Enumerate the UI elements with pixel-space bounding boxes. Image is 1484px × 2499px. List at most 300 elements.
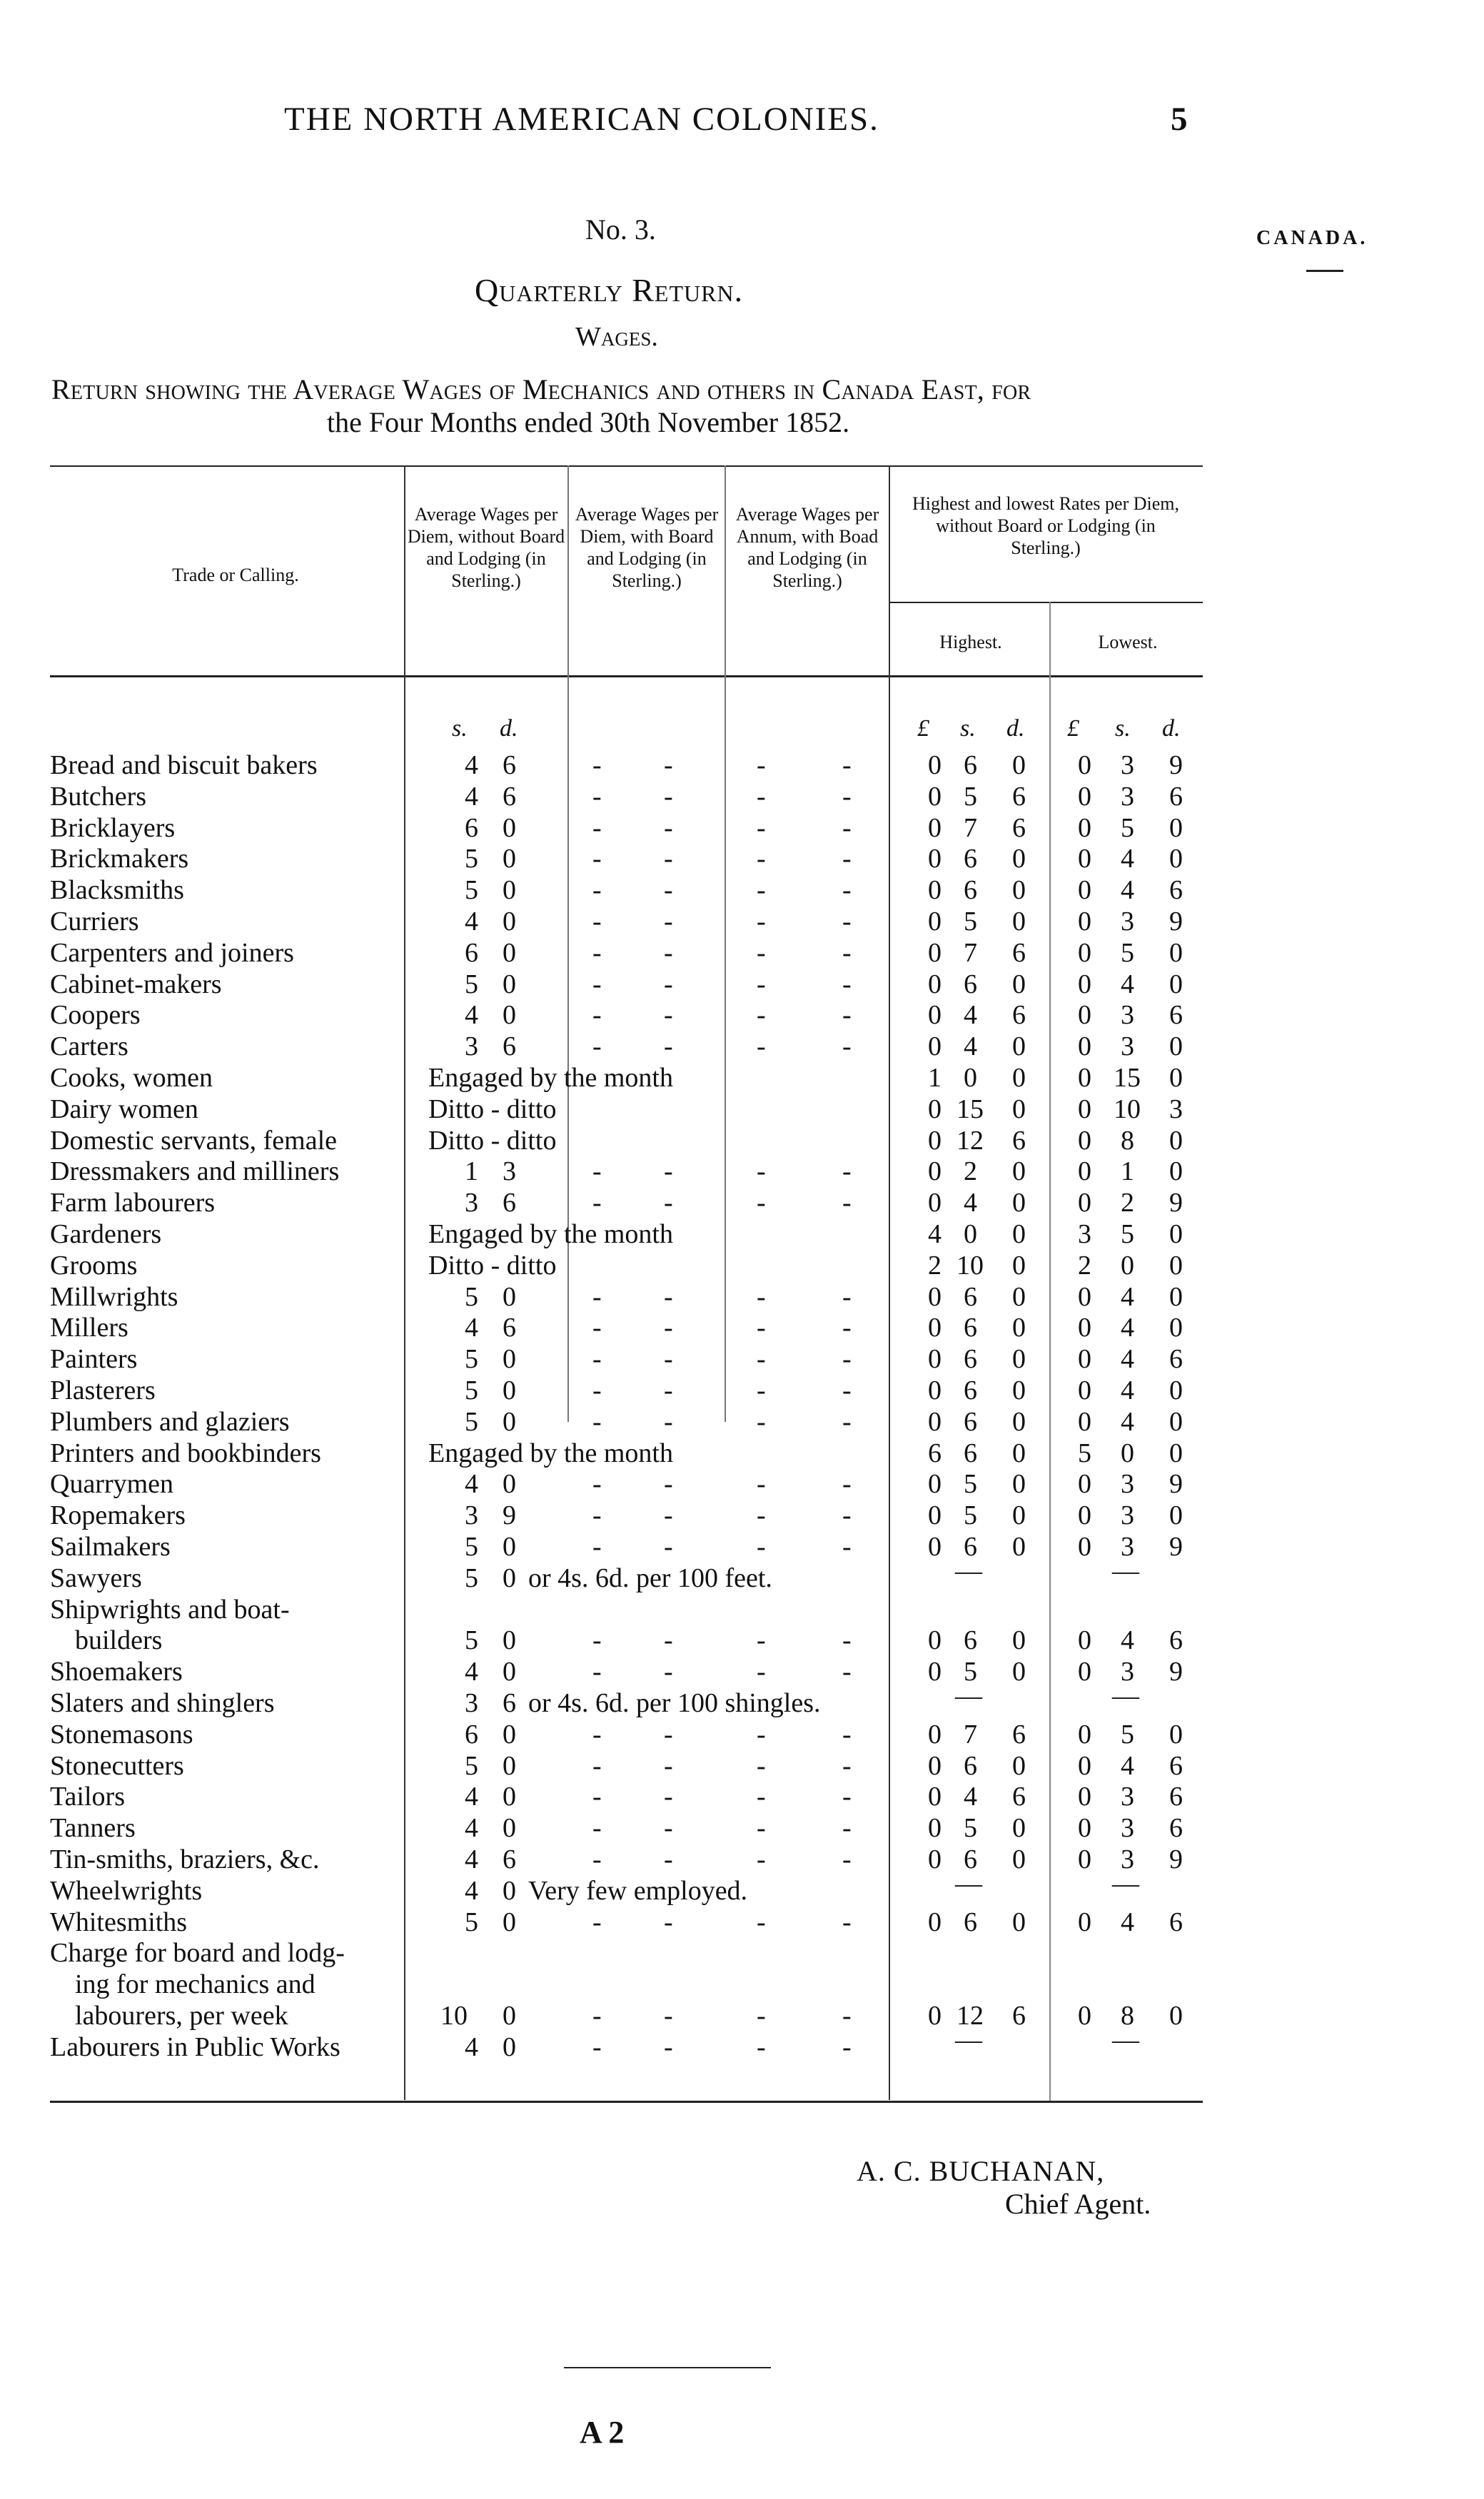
row-wage-pence: 0 — [503, 1750, 516, 1781]
row-dash-col2b: - — [664, 1031, 673, 1062]
row-dash-col3: - — [757, 1031, 766, 1062]
row-dash-col3: - — [757, 750, 766, 780]
row-lowest-value: 0 — [1078, 1907, 1091, 1937]
row-highest-dash: — — [955, 1555, 982, 1586]
unit-s: s. — [452, 715, 468, 742]
row-highest-value: 0 — [1012, 1813, 1026, 1844]
row-dash-col2b: - — [664, 1000, 673, 1031]
row-dash-col2: - — [592, 812, 602, 843]
running-title: THE NORTH AMERICAN COLONIES. — [284, 101, 879, 138]
row-highest-value: 0 — [928, 1532, 942, 1562]
row-dash-col2: - — [592, 1844, 602, 1874]
row-highest-dash: — — [955, 1681, 982, 1711]
row-highest-value: 0 — [928, 1031, 942, 1062]
row-dash-col2b: - — [664, 1375, 673, 1405]
row-lowest-dash: — — [1112, 1555, 1139, 1586]
row-wage-shillings: 3 — [465, 1688, 478, 1718]
row-lowest-value: 0 — [1169, 1281, 1183, 1312]
row-lowest-value: 0 — [1078, 750, 1091, 780]
row-dash-col2b: - — [664, 1844, 673, 1874]
row-lowest-value: 5 — [1121, 937, 1134, 968]
row-lowest-value: 4 — [1121, 1907, 1134, 1937]
row-lowest-value: 0 — [1169, 844, 1183, 874]
row-lowest-value: 0 — [1078, 1188, 1091, 1218]
row-highest-value: 0 — [928, 1125, 942, 1156]
row-lowest-dash: — — [1112, 2024, 1139, 2055]
row-lowest-value: 8 — [1121, 1125, 1134, 1156]
row-wage-pence: 9 — [503, 1500, 516, 1531]
row-wage-shillings: 6 — [465, 812, 478, 843]
row-wage-shillings: 5 — [465, 875, 478, 906]
row-lowest-value: 3 — [1121, 1031, 1134, 1062]
row-wage-pence: 6 — [503, 1688, 516, 1718]
header-col4: Highest and lowest Rates per Diem, without Board or Lodging (in Sterling.) — [912, 493, 1180, 558]
row-trade-name: Tailors — [50, 1782, 125, 1812]
subheader-rule — [889, 602, 1203, 603]
row-wage-pence: 0 — [503, 875, 516, 906]
row-wage-shillings: 5 — [465, 844, 478, 874]
row-lowest-value: 2 — [1078, 1250, 1091, 1281]
row-highest-value: 15 — [956, 1094, 984, 1124]
row-dash-col3b: - — [842, 781, 852, 812]
row-lowest-value: 0 — [1078, 1469, 1091, 1500]
header-col1: Average Wages per Diem, without Board and Lodging (in Sterling.) — [407, 504, 565, 591]
row-lowest-value: 0 — [1169, 1500, 1183, 1531]
table-top-rule — [50, 465, 1203, 467]
row-lowest-value: 4 — [1121, 844, 1134, 874]
row-dash-col3: - — [757, 1750, 766, 1781]
row-dash-col2b: - — [664, 1907, 673, 1937]
row-highest-value: 6 — [1012, 812, 1026, 843]
row-dash-col2: - — [592, 1188, 602, 1218]
row-lowest-value: 0 — [1078, 812, 1091, 843]
row-wage-shillings: 3 — [465, 1500, 478, 1531]
row-highest-value: 0 — [1012, 1344, 1026, 1375]
row-lowest-value: 0 — [1078, 1375, 1091, 1405]
row-trade-name: Butchers — [50, 781, 147, 812]
row-wage-shillings: 4 — [465, 750, 478, 780]
row-dash-col3b: - — [842, 1469, 852, 1500]
row-lowest-value: 0 — [1078, 1625, 1091, 1656]
row-lowest-value: 0 — [1169, 1031, 1183, 1062]
row-lowest-value: 0 — [1169, 1156, 1183, 1187]
row-dash-col3: - — [757, 1813, 766, 1844]
row-highest-dash: — — [955, 2024, 982, 2055]
row-highest-value: 0 — [928, 1281, 942, 1312]
row-dash-col2: - — [592, 1625, 602, 1656]
row-lowest-value: 3 — [1121, 1782, 1134, 1812]
description-line-1: Return showing the Average Wages of Mechanics and others in Canada East, for — [51, 373, 1031, 405]
row-lowest-value: 3 — [1121, 750, 1134, 780]
row-highest-value: 0 — [1012, 1907, 1026, 1937]
page-number: 5 — [1171, 101, 1188, 138]
row-lowest-value: 9 — [1169, 1469, 1183, 1500]
row-wage-shillings: 4 — [465, 1000, 478, 1031]
row-dash-col3b: - — [842, 1657, 852, 1687]
row-wage-pence: 0 — [503, 1719, 516, 1750]
row-lowest-value: 9 — [1169, 1844, 1183, 1874]
row-highest-value: 0 — [1012, 907, 1026, 937]
row-trade-name: Shoemakers — [50, 1657, 183, 1687]
row-highest-value: 0 — [928, 1719, 942, 1750]
row-highest-value: 12 — [956, 1125, 984, 1156]
row-lowest-value: 0 — [1169, 1406, 1183, 1437]
row-dash-col3: - — [757, 1532, 766, 1562]
signature-name: A. C. BUCHANAN, — [857, 2155, 1105, 2187]
row-lowest-value: 9 — [1169, 907, 1183, 937]
row-highest-value: 7 — [964, 937, 977, 968]
column-divider-4 — [889, 465, 890, 2100]
row-lowest-value: 5 — [1078, 1438, 1091, 1468]
row-highest-value: 4 — [964, 1782, 977, 1812]
row-dash-col3b: - — [842, 937, 852, 968]
row-dash-col2b: - — [664, 1281, 673, 1312]
row-dash-col3: - — [757, 844, 766, 874]
row-trade-name: labourers, per week — [75, 2001, 288, 2031]
row-dash-col2: - — [592, 2031, 602, 2062]
row-trade-name: Carpenters and joiners — [50, 937, 294, 968]
row-highest-value: 0 — [928, 969, 942, 999]
row-trade-name: Bread and biscuit bakers — [50, 750, 318, 780]
row-dash-col2b: - — [664, 2031, 673, 2062]
row-highest-value: 0 — [1012, 1063, 1026, 1093]
row-wage-shillings: 5 — [465, 1625, 478, 1656]
row-trade-name: Blacksmiths — [50, 875, 184, 906]
row-trade-name: Tanners — [50, 1813, 136, 1844]
row-wage-shillings: 4 — [465, 781, 478, 812]
row-dash-col2: - — [592, 1156, 602, 1187]
margin-note-rule — [1306, 270, 1343, 272]
row-trade-name: Ropemakers — [50, 1500, 186, 1531]
row-wage-shillings: 4 — [465, 1313, 478, 1343]
row-highest-value: 0 — [1012, 1625, 1026, 1656]
row-trade-name: Grooms — [50, 1250, 138, 1281]
row-trade-name: Cooks, women — [50, 1063, 213, 1093]
row-highest-value: 0 — [1012, 1438, 1026, 1468]
row-highest-value: 2 — [928, 1250, 942, 1281]
row-wage-shillings: 3 — [465, 1031, 478, 1062]
row-dash-col2: - — [592, 1375, 602, 1405]
row-highest-value: 0 — [928, 750, 942, 780]
row-highest-value: 6 — [964, 1406, 977, 1437]
row-wage-shillings: 5 — [465, 1562, 478, 1593]
row-dash-col3b: - — [842, 2001, 852, 2031]
row-lowest-value: 6 — [1169, 1625, 1183, 1656]
row-dash-col3: - — [757, 2001, 766, 2031]
row-trade-name: Dairy women — [50, 1094, 198, 1124]
row-trade-name: Coopers — [50, 1000, 141, 1031]
row-dash-col3b: - — [842, 1406, 852, 1437]
row-highest-value: 0 — [928, 1188, 942, 1218]
row-lowest-value: 0 — [1078, 1156, 1091, 1187]
row-wage-pence: 0 — [503, 2001, 516, 2031]
row-trade-name: Millwrights — [50, 1281, 178, 1312]
row-dash-col3: - — [757, 1281, 766, 1312]
header-lowest: Lowest. — [1098, 632, 1158, 652]
row-dash-col2b: - — [664, 1156, 673, 1187]
row-lowest-value: 0 — [1078, 1125, 1091, 1156]
row-dash-col2b: - — [664, 1406, 673, 1437]
row-wage-pence: 0 — [503, 1875, 516, 1906]
row-lowest-value: 0 — [1121, 1250, 1134, 1281]
row-dash-col2: - — [592, 969, 602, 999]
row-dash-col2: - — [592, 1000, 602, 1031]
return-number: No. 3. — [585, 213, 656, 246]
row-lowest-value: 0 — [1078, 875, 1091, 906]
row-wage-shillings: 6 — [465, 1719, 478, 1750]
row-highest-value: 12 — [956, 2001, 984, 2031]
row-wage-pence: 0 — [503, 1375, 516, 1405]
row-dash-col2b: - — [664, 750, 673, 780]
row-highest-value: 0 — [928, 1750, 942, 1781]
row-lowest-value: 1 — [1121, 1156, 1134, 1187]
row-highest-value: 5 — [964, 781, 977, 812]
row-dash-col2b: - — [664, 1657, 673, 1687]
row-trade-name: Farm labourers — [50, 1188, 216, 1218]
row-lowest-value: 0 — [1169, 1125, 1183, 1156]
row-lowest-value: 3 — [1121, 1844, 1134, 1874]
row-highest-value: 0 — [928, 1313, 942, 1343]
row-dash-col3: - — [757, 875, 766, 906]
row-dash-col3b: - — [842, 844, 852, 874]
row-lowest-value: 10 — [1114, 1094, 1141, 1124]
row-lowest-value: 6 — [1169, 781, 1183, 812]
row-dash-col2b: - — [664, 969, 673, 999]
row-dash-col2b: - — [664, 1500, 673, 1531]
row-lowest-value: 4 — [1121, 1313, 1134, 1343]
row-dash-col3b: - — [842, 1344, 852, 1375]
row-lowest-value: 6 — [1169, 1750, 1183, 1781]
row-lowest-value: 3 — [1121, 1000, 1134, 1031]
row-wage-shillings: 4 — [465, 1844, 478, 1874]
row-highest-value: 6 — [1012, 1000, 1026, 1031]
row-wage-pence: 0 — [503, 2031, 516, 2062]
row-lowest-value: 15 — [1114, 1063, 1141, 1093]
row-lowest-value: 5 — [1121, 1719, 1134, 1750]
row-highest-value: 0 — [964, 1063, 977, 1093]
row-lowest-value: 0 — [1078, 907, 1091, 937]
row-highest-value: 0 — [1012, 1313, 1026, 1343]
row-lowest-value: 4 — [1121, 1344, 1134, 1375]
row-highest-value: 0 — [928, 1375, 942, 1405]
row-lowest-value: 0 — [1169, 1719, 1183, 1750]
row-dash-col3b: - — [842, 907, 852, 937]
row-highest-value: 6 — [964, 1532, 977, 1562]
row-dash-col2: - — [592, 1750, 602, 1781]
row-wage-pence: 6 — [503, 1313, 516, 1343]
unit-pound-h: £ — [917, 715, 929, 742]
row-wage-pence: 6 — [503, 781, 516, 812]
row-highest-value: 6 — [964, 1750, 977, 1781]
row-dash-col2: - — [592, 1532, 602, 1562]
header-trade: Trade or Calling. — [172, 565, 299, 585]
row-highest-value: 0 — [1012, 750, 1026, 780]
row-wage-shillings: 5 — [465, 1750, 478, 1781]
row-highest-value: 0 — [928, 1657, 942, 1687]
row-dash-col2b: - — [664, 875, 673, 906]
row-wage-shillings: 4 — [465, 1657, 478, 1687]
row-dash-col3: - — [757, 1500, 766, 1531]
row-highest-value: 6 — [1012, 1719, 1026, 1750]
row-highest-value: 0 — [928, 937, 942, 968]
row-trade-name: Carters — [50, 1031, 128, 1062]
row-lowest-value: 0 — [1078, 1657, 1091, 1687]
row-dash-col3: - — [757, 907, 766, 937]
row-highest-value: 0 — [1012, 844, 1026, 874]
row-dash-col2: - — [592, 1469, 602, 1500]
row-wage-pence: 6 — [503, 1844, 516, 1874]
row-dash-col2: - — [592, 2001, 602, 2031]
row-dash-col2b: - — [664, 1313, 673, 1343]
row-extra-note: or 4s. 6d. per 100 shingles. — [528, 1688, 821, 1718]
row-dash-col3: - — [757, 2031, 766, 2062]
row-highest-value: 6 — [964, 969, 977, 999]
row-highest-value: 6 — [1012, 781, 1026, 812]
row-wage-pence: 0 — [503, 1657, 516, 1687]
row-highest-value: 0 — [1012, 875, 1026, 906]
row-lowest-value: 3 — [1121, 1657, 1134, 1687]
row-dash-col2b: - — [664, 812, 673, 843]
row-highest-value: 6 — [964, 1844, 977, 1874]
row-dash-col3: - — [757, 1657, 766, 1687]
row-dash-col2b: - — [664, 781, 673, 812]
row-dash-col2b: - — [664, 1782, 673, 1812]
row-dash-col2: - — [592, 907, 602, 937]
row-lowest-value: 9 — [1169, 750, 1183, 780]
row-highest-value: 6 — [964, 1375, 977, 1405]
row-lowest-value: 0 — [1169, 1438, 1183, 1468]
row-lowest-value: 4 — [1121, 1281, 1134, 1312]
row-dash-col3: - — [757, 1782, 766, 1812]
row-lowest-value: 0 — [1169, 1063, 1183, 1093]
row-dash-col3: - — [757, 1313, 766, 1343]
row-trade-name: Quarrymen — [50, 1469, 174, 1500]
row-highest-value: 10 — [956, 1250, 984, 1281]
row-lowest-value: 0 — [1078, 2001, 1091, 2031]
row-highest-value: 0 — [1012, 1188, 1026, 1218]
row-trade-name: Gardeners — [50, 1219, 162, 1249]
row-dash-col3b: - — [842, 812, 852, 843]
row-lowest-value: 0 — [1169, 1375, 1183, 1405]
row-lowest-value: 0 — [1169, 1219, 1183, 1249]
header-highest: Highest. — [939, 632, 1002, 652]
row-dash-col3: - — [757, 1344, 766, 1375]
row-wage-pence: 0 — [503, 937, 516, 968]
row-dash-col2: - — [592, 750, 602, 780]
row-dash-col3b: - — [842, 1000, 852, 1031]
row-note: Ditto - ditto — [428, 1250, 557, 1281]
row-trade-name: Whitesmiths — [50, 1907, 188, 1937]
table-bottom-rule — [50, 2101, 1203, 2103]
row-highest-value: 4 — [928, 1219, 942, 1249]
unit-d: d. — [500, 715, 518, 742]
row-highest-value: 6 — [964, 1281, 977, 1312]
row-wage-pence: 0 — [503, 1813, 516, 1844]
row-dash-col2: - — [592, 1813, 602, 1844]
row-lowest-value: 6 — [1169, 1782, 1183, 1812]
subject-title: Wages. — [575, 322, 658, 352]
unit-d-l: d. — [1162, 715, 1181, 742]
row-lowest-value: 0 — [1078, 1500, 1091, 1531]
row-dash-col2: - — [592, 1313, 602, 1343]
row-wage-shillings: 5 — [465, 1532, 478, 1562]
row-dash-col2: - — [592, 1782, 602, 1812]
row-note: Engaged by the month — [428, 1063, 673, 1093]
row-lowest-value: 3 — [1121, 1532, 1134, 1562]
row-highest-value: 5 — [964, 907, 977, 937]
row-highest-value: 5 — [964, 1469, 977, 1500]
row-wage-pence: 3 — [503, 1156, 516, 1187]
row-highest-value: 0 — [928, 1000, 942, 1031]
row-dash-col2: - — [592, 1406, 602, 1437]
row-wage-shillings: 4 — [465, 1875, 478, 1906]
row-trade-name: Domestic servants, female — [50, 1125, 338, 1156]
row-wage-shillings: 5 — [465, 1375, 478, 1405]
row-highest-value: 6 — [964, 750, 977, 780]
row-lowest-value: 0 — [1169, 1250, 1183, 1281]
row-lowest-value: 6 — [1169, 875, 1183, 906]
row-lowest-value: 0 — [1078, 1782, 1091, 1812]
row-dash-col3b: - — [842, 1156, 852, 1187]
row-highest-dash: — — [955, 1868, 982, 1899]
row-wage-pence: 6 — [503, 1031, 516, 1062]
row-trade-name: Dressmakers and milliners — [50, 1156, 340, 1187]
row-dash-col2: - — [592, 1657, 602, 1687]
row-dash-col3b: - — [842, 2031, 852, 2062]
row-highest-value: 0 — [1012, 1532, 1026, 1562]
row-lowest-value: 0 — [1078, 844, 1091, 874]
column-divider-1 — [404, 465, 405, 2100]
row-lowest-value: 4 — [1121, 875, 1134, 906]
row-lowest-value: 3 — [1121, 1500, 1134, 1531]
row-dash-col2b: - — [664, 1469, 673, 1500]
row-highest-value: 0 — [928, 781, 942, 812]
row-lowest-value: 6 — [1169, 1813, 1183, 1844]
row-dash-col3: - — [757, 1907, 766, 1937]
row-dash-col2: - — [592, 1031, 602, 1062]
row-highest-value: 0 — [928, 1907, 942, 1937]
row-trade-name: Millers — [50, 1313, 128, 1343]
row-trade-name: Slaters and shinglers — [50, 1688, 275, 1718]
row-dash-col2: - — [592, 1719, 602, 1750]
row-highest-value: 0 — [928, 1813, 942, 1844]
row-wage-shillings: 5 — [465, 969, 478, 999]
row-lowest-value: 0 — [1078, 1719, 1091, 1750]
row-lowest-value: 0 — [1078, 969, 1091, 999]
row-trade-name: Printers and bookbinders — [50, 1438, 321, 1468]
row-highest-value: 0 — [1012, 1031, 1026, 1062]
row-dash-col2b: - — [664, 844, 673, 874]
row-lowest-value: 0 — [1078, 1406, 1091, 1437]
signature-title: Chief Agent. — [1005, 2188, 1151, 2220]
row-dash-col3b: - — [842, 1719, 852, 1750]
unit-d-h: d. — [1006, 715, 1025, 742]
row-highest-value: 0 — [928, 1469, 942, 1500]
row-trade-name: builders — [75, 1625, 163, 1656]
row-trade-name: Stonecutters — [50, 1750, 184, 1781]
row-dash-col3: - — [757, 1188, 766, 1218]
row-lowest-value: 4 — [1121, 1375, 1134, 1405]
row-highest-value: 4 — [964, 1031, 977, 1062]
row-wage-pence: 0 — [503, 1782, 516, 1812]
row-lowest-value: 9 — [1169, 1657, 1183, 1687]
row-lowest-value: 4 — [1121, 969, 1134, 999]
row-lowest-value: 0 — [1078, 1031, 1091, 1062]
row-highest-value: 6 — [928, 1438, 942, 1468]
row-highest-value: 2 — [964, 1156, 977, 1187]
row-highest-value: 6 — [964, 875, 977, 906]
row-highest-value: 7 — [964, 812, 977, 843]
